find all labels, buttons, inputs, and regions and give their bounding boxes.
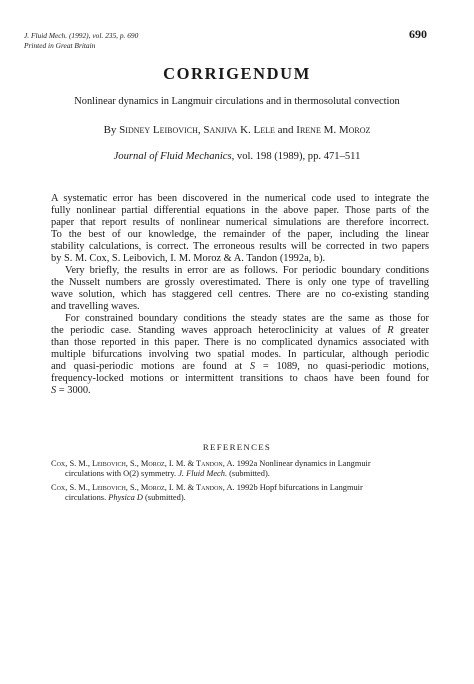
citation-details: , vol. 198 (1989), pp. 471–511 [231, 151, 361, 162]
reference-title: Nonlinear dynamics in Langmuir [257, 459, 371, 468]
text-run: = 1089, no quasi-periodic motions, [255, 361, 429, 372]
text-line: the Nusselt numbers are grossly overestimated. There is only one type of travelling [51, 277, 429, 288]
journal-line: J. Fluid Mech. (1992), vol. 235, p. 690 [24, 31, 139, 40]
text-line: paper that report results of nonlinear numerical simulations are therefore incorrect. [51, 217, 429, 228]
reference-title: circulations with O(2) symmetry. [65, 469, 179, 479]
text-line: Very briefly, the results in error are as follows. For periodic boundary conditions [65, 265, 429, 276]
original-article-citation [0, 151, 474, 162]
text-line: by S. M. Cox, S. Leibovich, I. M. Moroz & A. Tandon (1992a, b). [51, 253, 326, 264]
author-line [0, 124, 474, 136]
page-number: 690 [409, 27, 427, 41]
reference-authors: Cox, S. M., Leibovich, S., Moroz, I. M. & Tandon, A. [51, 459, 235, 468]
reference-line [51, 483, 429, 493]
paragraph [51, 265, 429, 313]
printed-in-line: Printed in Great Britain [24, 41, 96, 50]
text-line: To the best of our knowledge, the remainder of the paper, including the linear [51, 229, 429, 240]
page-title: CORRIGENDUM [163, 64, 311, 83]
reference-entry [51, 483, 429, 504]
reference-line [51, 493, 429, 503]
text-line: A systematic error has been discovered in the numerical code used to integrate the [51, 193, 429, 204]
text-line: wave solution, which has staggered cell centres. There are no co-existing standing [51, 289, 429, 300]
author-separator: and [274, 124, 297, 136]
author-name: Irene M. Moroz [296, 124, 371, 136]
body-text [51, 193, 429, 397]
text-line: frequency-locked motions or intermittent transitions to chaos have been found for [51, 373, 429, 384]
text-run: and quasi-periodic motions are found at [51, 361, 250, 372]
reference-authors: Cox, S. M., Leibovich, S., Moroz, I. M. & Tandon, A. [51, 482, 235, 492]
text-line: stability calculations, is correct. The erroneous results will be corrected in two papers [51, 241, 429, 252]
journal-name: Journal of Fluid Mechanics [113, 151, 232, 162]
text-line [51, 385, 429, 397]
reference-journal: Physica D [108, 493, 143, 503]
reference-status: (submitted). [142, 493, 186, 503]
references-heading: REFERENCES [202, 442, 272, 452]
reference-year: 1992b [234, 482, 258, 492]
paragraph [51, 313, 429, 397]
reference-title: circulations. [65, 493, 109, 503]
paragraph [51, 193, 429, 265]
text-line: fully nonlinear partial differential equations in the above paper. Those parts of the [51, 205, 429, 216]
text-line [51, 325, 429, 337]
reference-journal: J. Fluid Mech. [178, 469, 228, 479]
math-symbol: S [249, 361, 256, 372]
text-run: greater [393, 325, 429, 336]
references-list [51, 459, 429, 507]
text-line: and travelling waves. [51, 301, 140, 312]
author-name: Sanjiva K. Lele [203, 124, 275, 136]
author-separator: , [197, 124, 204, 136]
math-symbol: R [387, 325, 394, 336]
by-label: By [103, 124, 120, 136]
math-symbol: S [51, 385, 57, 396]
reference-line [51, 459, 429, 469]
text-line: For constrained boundary conditions the steady states are the same as those for [65, 313, 429, 324]
text-line: multiple bifurcations involving two spatial modes. In particular, although periodic [51, 349, 429, 360]
text-run: the periodic case. Standing waves approach heteroclinicity at values of [51, 325, 388, 336]
reference-year: 1992a [234, 459, 258, 468]
reference-status: (submitted). [227, 469, 270, 479]
journal-reference [24, 31, 138, 51]
article-subtitle: Nonlinear dynamics in Langmuir circulations and in thermosolutal convection [74, 96, 400, 107]
author-name: Sidney Leibovich [119, 124, 198, 136]
reference-entry [51, 459, 429, 480]
text-line [51, 361, 429, 373]
text-line: than those reported in this paper. There is no complicated dynamics associated with [51, 337, 429, 348]
text-run: = 3000. [56, 385, 91, 396]
reference-line [51, 469, 429, 479]
reference-title: Hopf bifurcations in Langmuir [257, 482, 363, 492]
